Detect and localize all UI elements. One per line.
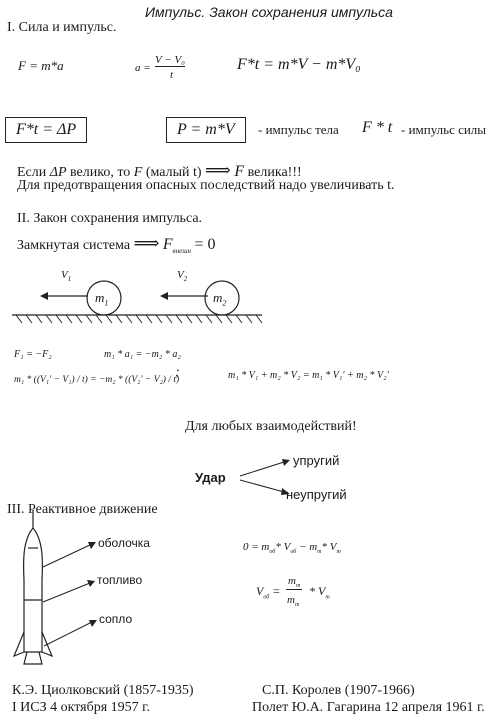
impact-arrow-elastic [240, 462, 284, 476]
footer-tsiolkovsky: К.Э. Циолковский (1857-1935) [12, 683, 194, 698]
rocket-body [24, 528, 43, 652]
external-force-subscript: внешн [172, 246, 192, 255]
closed-system-label: Замкнутая система [17, 238, 131, 253]
implies-arrow-icon-2: ⟹ [133, 233, 160, 253]
eq-long-left: m₁ * ((V₁′ − V₁) / t) = −m₂ * ((V₂′ − V₂) / t) [14, 375, 180, 385]
formula-newton: F = m*a [18, 58, 64, 73]
formula-accel-lhs: a = [135, 62, 151, 74]
label-body-momentum: - импульс тела [258, 122, 339, 137]
any-interactions-note: Для любых взаимодействий! [185, 419, 357, 434]
eq-mass-accel: m₁ * a₁ = −m₂ * a₂ [104, 349, 181, 360]
eq-rocket-velocity-num: $m_т$ [288, 575, 301, 590]
statement-word-if: Если [17, 165, 47, 180]
label-force-impulse: - импульс силы [401, 122, 487, 137]
statement-large-f: велика!!! [247, 165, 302, 180]
rocket-fin-left [14, 632, 24, 656]
eq-rocket-velocity-tail: * $V_т$ [309, 584, 330, 601]
ground-hatching [16, 315, 262, 323]
eq-rocket-velocity-den: $m_т$ [287, 594, 300, 609]
rocket-illustration [14, 510, 52, 664]
statement-f: F [133, 165, 143, 180]
statement-f2: F [234, 163, 245, 180]
ball-2-velocity: $V_2$ [177, 269, 188, 284]
statement-large: велико, то [70, 165, 131, 180]
formula-momentum-change: F*t = m*V − m*V₀ [237, 56, 361, 73]
section-3-heading: III. Реактивное движение [7, 502, 158, 517]
external-force: F [162, 236, 173, 253]
footer-gagarin: Полет Ю.А. Гагарина 12 апреля 1961 г. [252, 700, 485, 715]
label-nozzle: сопло [99, 612, 133, 626]
eq-rocket-velocity-lhs: $V_{об}$ = [256, 584, 281, 601]
box-force-impulse: F*t = ΔP [5, 117, 87, 143]
ball-1-velocity: $V_1$ [61, 269, 72, 284]
arrow-fuel [43, 583, 90, 602]
eq-rocket-zero: $0 = m_{об}*$ $V_{об} - m_т*$ $V_т$ [243, 541, 341, 556]
page-title: Импульс. Закон сохранения импульса [145, 4, 393, 20]
statement-line-2: Для предотвращения опасных последствий надо увеличивать t. [17, 178, 395, 193]
impact-arrow-inelastic [240, 480, 284, 492]
rocket-nozzle [24, 652, 42, 664]
label-shell: оболочка [98, 536, 150, 550]
ball-2-mass: $m_2$ [213, 290, 227, 308]
implies-arrow-icon: ⟹ [205, 160, 231, 180]
section-1-heading: I. Сила и импульс. [7, 20, 117, 35]
footer-korolev: С.П. Королев (1907-1966) [262, 683, 415, 698]
eq-force-newton3: F₁ = −F₂ [14, 349, 52, 360]
footer-satellite: I ИСЗ 4 октября 1957 г. [12, 700, 150, 715]
statement-delta-p: ΔP [49, 165, 67, 180]
arrow-nozzle [44, 622, 92, 646]
section-2-heading: II. Закон сохранения импульса. [17, 211, 203, 226]
impact-inelastic: неупругий [286, 487, 347, 502]
impact-elastic: упругий [293, 453, 340, 468]
impact-label: Удар [195, 470, 226, 485]
formula-accel-num: V − V₀ [155, 54, 185, 66]
arrow-shell [43, 544, 92, 567]
box-momentum: P = m*V [166, 117, 246, 143]
eq-semicolon: ; [175, 365, 180, 380]
equals-zero: = 0 [194, 236, 216, 253]
velocity-arrowhead-1 [40, 292, 48, 300]
eq-momentum-conservation: m₁ * V₁ + m₂ * V₂ = m₁ * V₁′ + m₂ * V₂′ [228, 370, 389, 381]
ball-1-mass: $m_1$ [95, 290, 109, 308]
formula-accel-den: t [170, 69, 174, 81]
label-fuel: топливо [97, 573, 143, 587]
formula-ft: F * t [362, 119, 393, 136]
velocity-arrowhead-2 [160, 292, 168, 300]
statement-small-t: (малый t) [145, 165, 202, 180]
